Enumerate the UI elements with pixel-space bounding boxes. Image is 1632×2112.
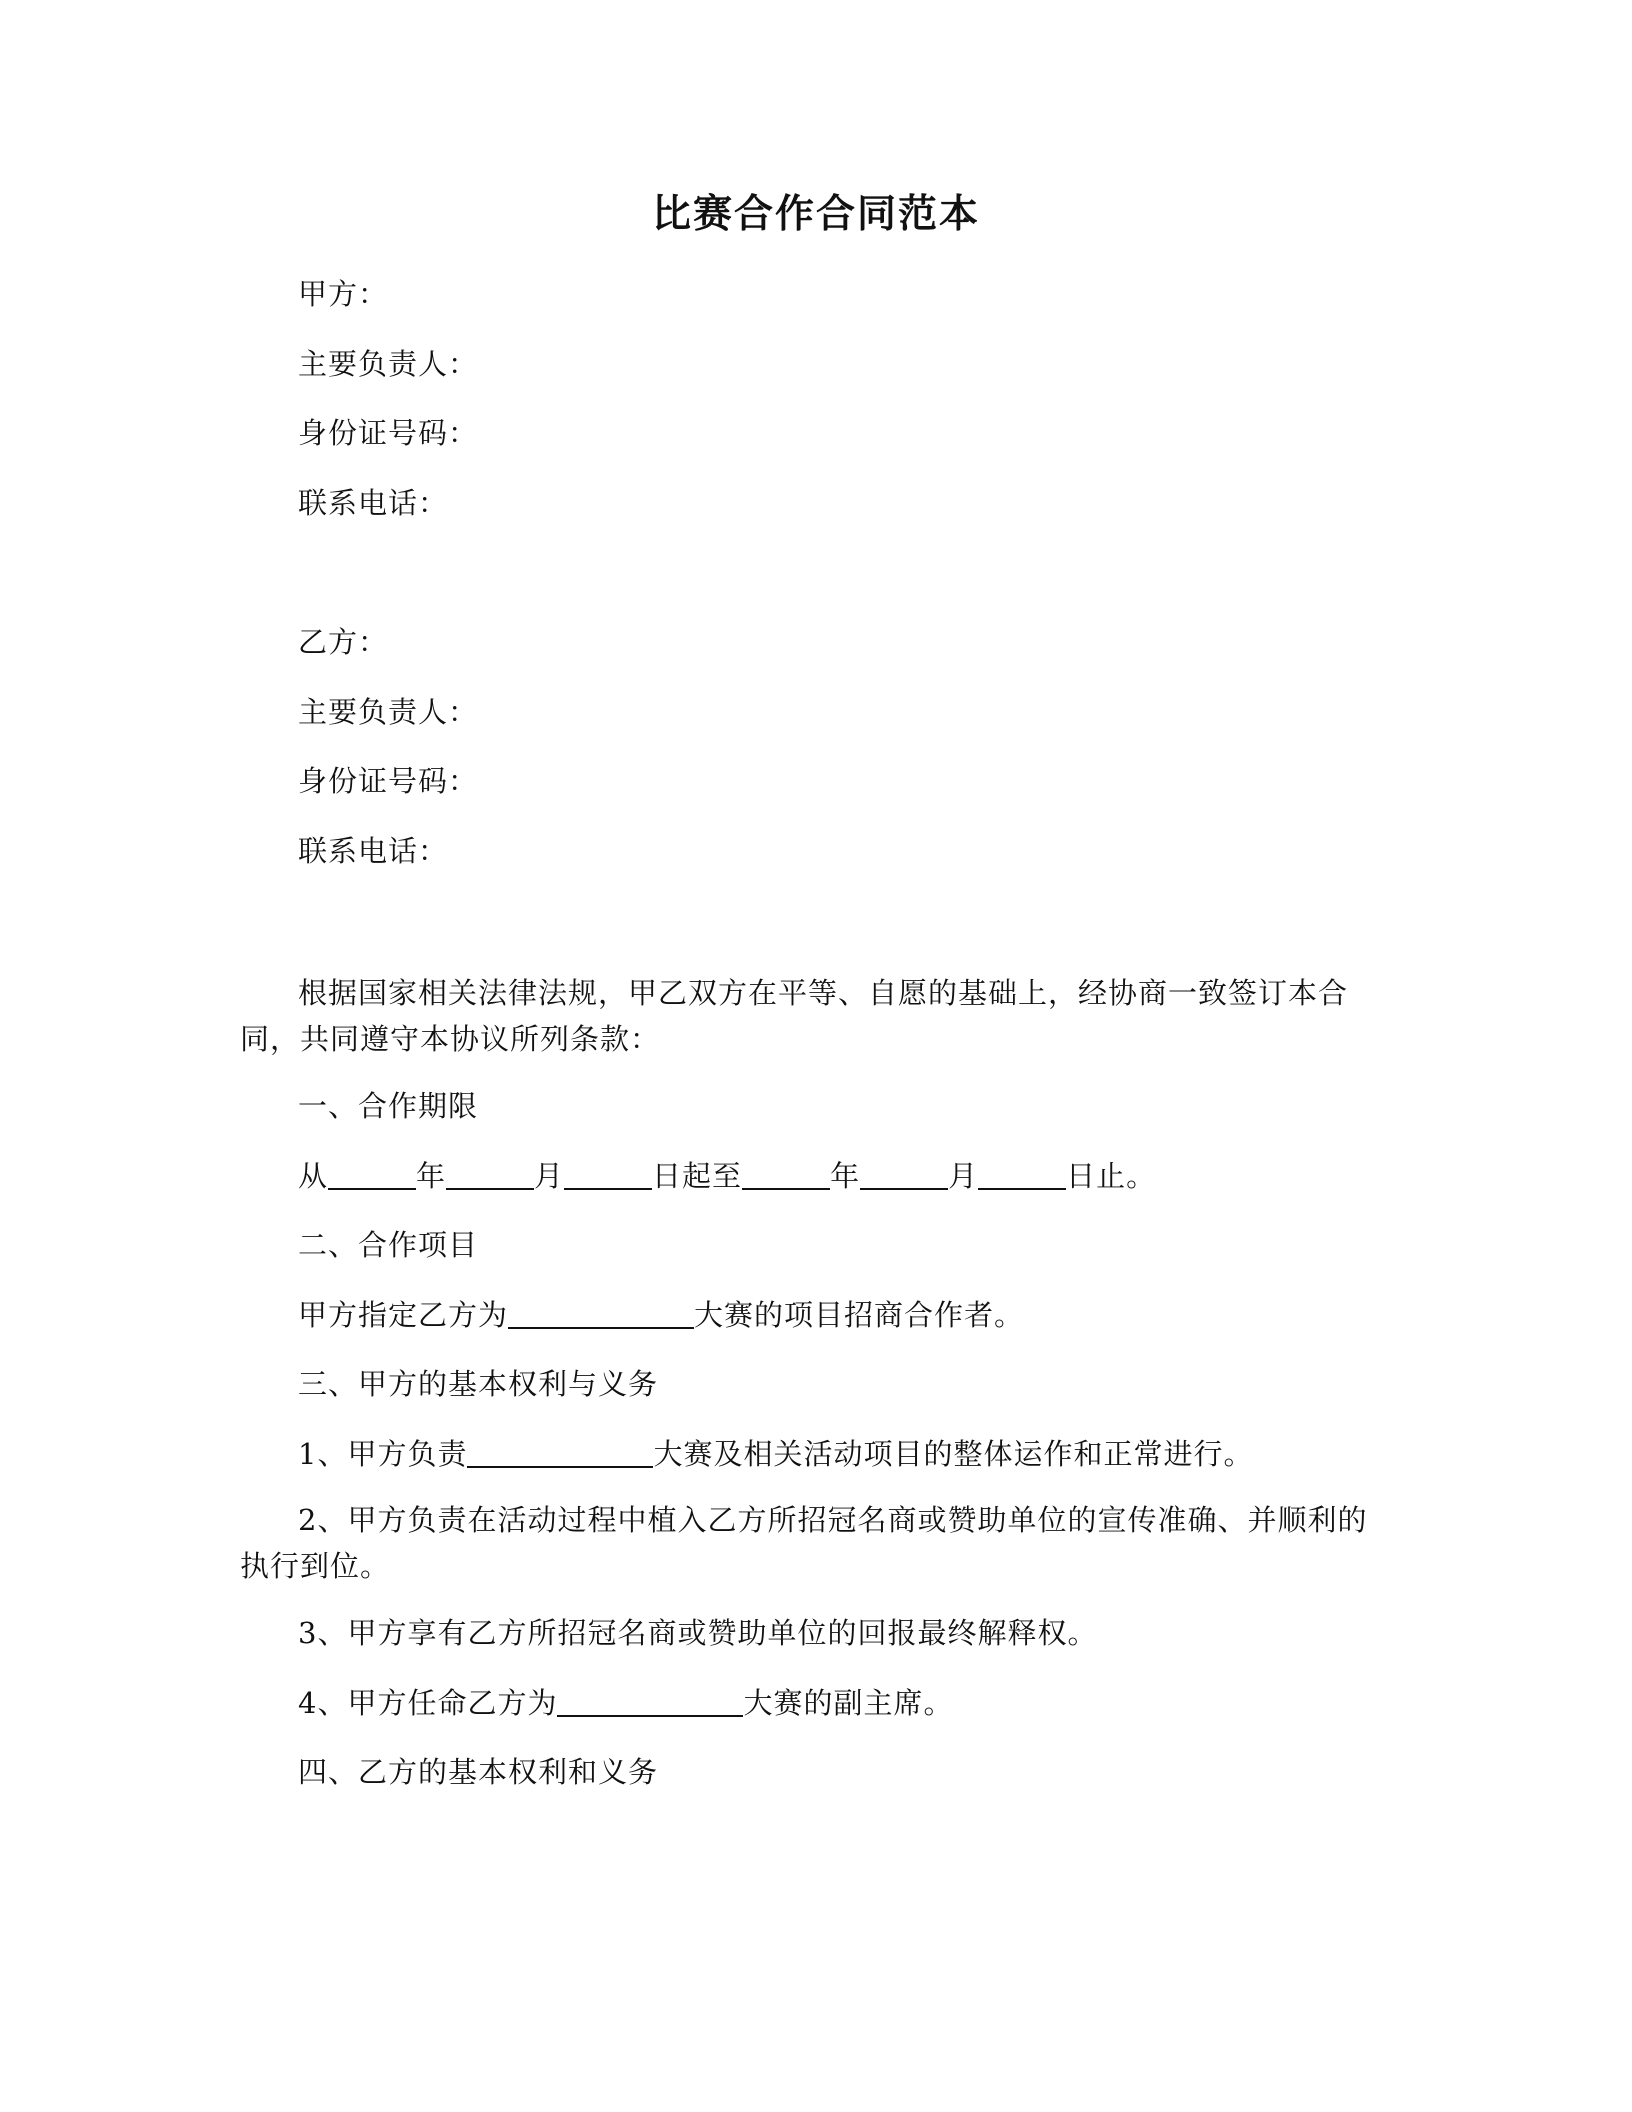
blank-start-month <box>446 1158 534 1190</box>
item-1-before: 1、甲方负责 <box>298 1437 468 1471</box>
item-4-after: 大赛的副主席。 <box>743 1686 954 1720</box>
term-line <box>298 1158 1156 1194</box>
section-3-item-3: 3、甲方享有乙方所招冠名商或赞助单位的回报最终解释权。 <box>298 1616 1098 1650</box>
party-b-phone-label: 联系电话： <box>298 834 449 868</box>
party-a-lead-label: 主要负责人： <box>298 347 479 381</box>
document-title: 比赛合作合同范本 <box>651 191 980 237</box>
term-day-to: 日起至 <box>652 1159 743 1193</box>
term-from: 从 <box>298 1159 329 1193</box>
term-day-end: 日止。 <box>1066 1159 1157 1193</box>
section-2-text <box>298 1297 1024 1333</box>
section-2-heading: 二、合作项目 <box>298 1228 479 1262</box>
party-a-label: 甲方： <box>298 277 389 311</box>
section-4-heading: 四、乙方的基本权利和义务 <box>298 1755 659 1789</box>
blank-end-day <box>978 1158 1066 1190</box>
party-a-phone-label: 联系电话： <box>298 486 449 520</box>
section-2-text-before: 甲方指定乙方为 <box>298 1298 509 1332</box>
party-b-lead-label: 主要负责人： <box>298 695 479 729</box>
party-a-id-label: 身份证号码： <box>298 416 479 450</box>
blank-end-month <box>860 1158 948 1190</box>
blank-item-4 <box>557 1685 743 1717</box>
section-2-text-after: 大赛的项目招商合作者。 <box>694 1298 1025 1332</box>
blank-end-year <box>742 1158 830 1190</box>
preamble-paragraph: 根据国家相关法律法规，甲乙双方在平等、自愿的基础上，经协商一致签订本合同，共同遵守本协议所列条款： <box>240 976 1349 1056</box>
section-3-item-2: 2、甲方负责在活动过程中植入乙方所招冠名商或赞助单位的宣传准确、并顺利的执行到位。 <box>240 1503 1368 1583</box>
term-year-1: 年 <box>416 1159 447 1193</box>
blank-start-day <box>564 1158 652 1190</box>
section-3-item-1 <box>298 1436 1253 1472</box>
section-3-item-4 <box>298 1685 953 1721</box>
section-3-heading: 三、甲方的基本权利与义务 <box>298 1367 659 1401</box>
item-1-after: 大赛及相关活动项目的整体运作和正常进行。 <box>653 1437 1254 1471</box>
section-1-heading: 一、合作期限 <box>298 1089 479 1123</box>
party-b-id-label: 身份证号码： <box>298 764 479 798</box>
item-4-before: 4、甲方任命乙方为 <box>298 1686 558 1720</box>
blank-start-year <box>328 1158 416 1190</box>
party-b-label: 乙方： <box>298 625 389 659</box>
term-month-2: 月 <box>948 1159 979 1193</box>
blank-competition-name <box>508 1297 694 1329</box>
term-year-2: 年 <box>830 1159 861 1193</box>
blank-item-1 <box>467 1436 653 1468</box>
term-month-1: 月 <box>534 1159 565 1193</box>
